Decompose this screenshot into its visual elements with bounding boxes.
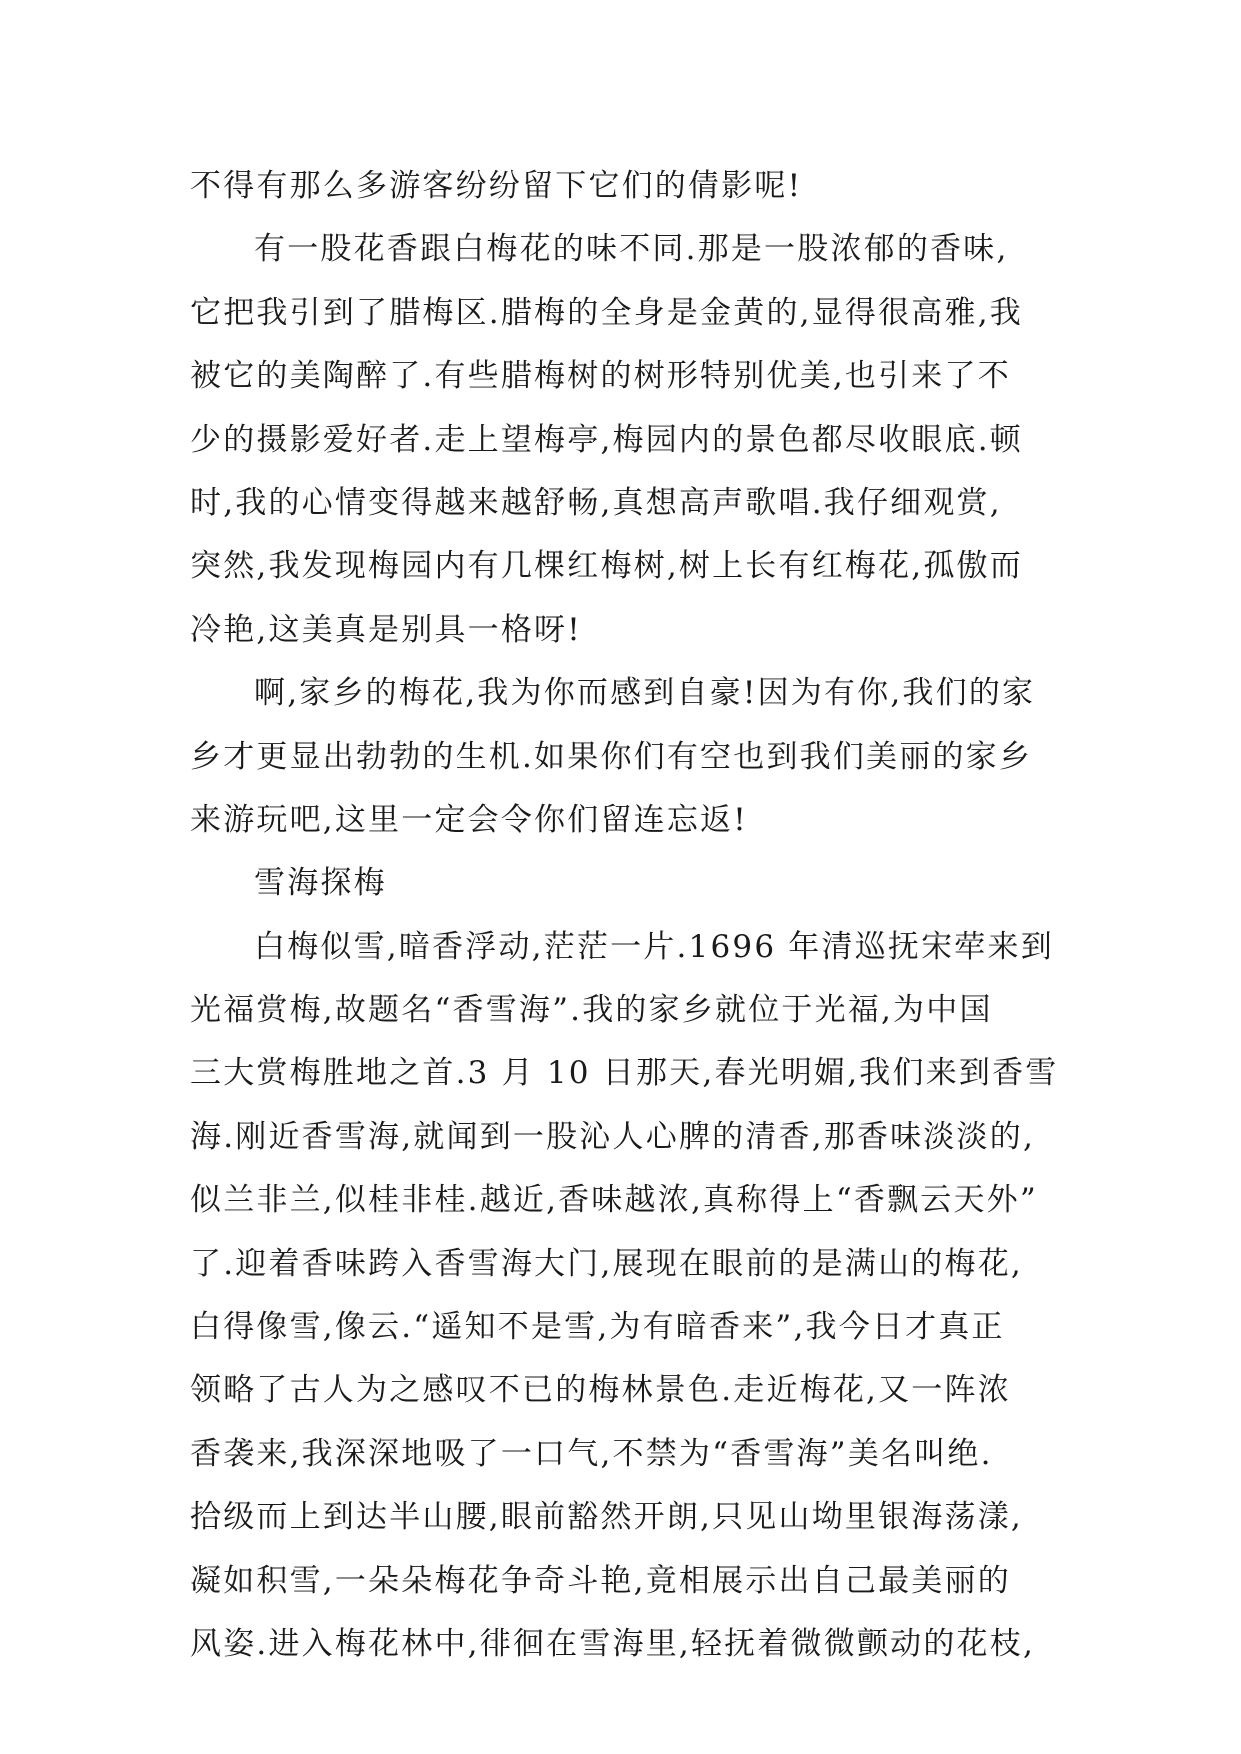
text-line: 拾级而上到达半山腰,眼前豁然开朗,只见山坳里银海荡漾, xyxy=(190,1499,1023,1536)
text-line: 冷艳,这美真是别具一格呀! xyxy=(190,611,582,648)
text-line: 不得有那么多游客纷纷留下它们的倩影呢! xyxy=(190,168,803,204)
section-heading: 雪海探梅 xyxy=(254,865,387,902)
body-text xyxy=(190,155,1070,1676)
text-line: 光福赏梅,故题名“香雪海”.我的家乡就位于光福,为中国 xyxy=(190,992,993,1029)
text-line: 乡才更显出勃勃的生机.如果你们有空也到我们美丽的家乡 xyxy=(190,738,1033,775)
text-line: 海.刚近香雪海,就闻到一股沁人心脾的清香,那香味淡淡的, xyxy=(190,1118,1036,1155)
text-line: 它把我引到了腊梅区.腊梅的全身是金黄的,显得很高雅,我 xyxy=(190,294,1023,331)
text-line: 时,我的心情变得越来越舒畅,真想高声歌唱.我仔细观赏, xyxy=(190,484,1002,521)
text-line: 突然,我发现梅园内有几棵红梅树,树上长有红梅花,孤傲而 xyxy=(190,548,1023,585)
text-line: 来游玩吧,这里一定会令你们留连忘返! xyxy=(190,801,748,838)
text-line: 似兰非兰,似桂非桂.越近,香味越浓,真称得上“香飘云天外” xyxy=(190,1182,1038,1219)
text-line: 凝如积雪,一朵朵梅花争奇斗艳,竟相展示出自己最美丽的 xyxy=(190,1562,1011,1599)
text-line: 香袭来,我深深地吸了一口气,不禁为“香雪海”美名叫绝. xyxy=(190,1435,993,1472)
text-line: 白梅似雪,暗香浮动,茫茫一片.1696 年清巡抚宋荦来到 xyxy=(254,928,1054,965)
text-line: 了.迎着香味跨入香雪海大门,展现在眼前的是满山的梅花, xyxy=(190,1245,1023,1282)
text-line: 领略了古人为之感叹不已的梅林景色.走近梅花,又一阵浓 xyxy=(190,1372,1011,1409)
text-line: 风姿.进入梅花林中,徘徊在雪海里,轻抚着微微颤动的花枝, xyxy=(190,1625,1036,1662)
text-line: 少的摄影爱好者.走上望梅亭,梅园内的景色都尽收眼底.顿 xyxy=(190,421,1023,458)
text-line: 有一股花香跟白梅花的味不同.那是一股浓郁的香味, xyxy=(254,231,1009,268)
text-line: 三大赏梅胜地之首.3 月 10 日那天,春光明媚,我们来到香雪 xyxy=(190,1055,1059,1092)
text-line: 被它的美陶醉了.有些腊梅树的树形特别优美,也引来了不 xyxy=(190,358,1011,395)
text-line: 白得像雪,像云.“遥知不是雪,为有暗香来”,我今日才真正 xyxy=(190,1309,1005,1346)
text-line: 啊,家乡的梅花,我为你而感到自豪!因为有你,我们的家 xyxy=(254,675,1036,712)
